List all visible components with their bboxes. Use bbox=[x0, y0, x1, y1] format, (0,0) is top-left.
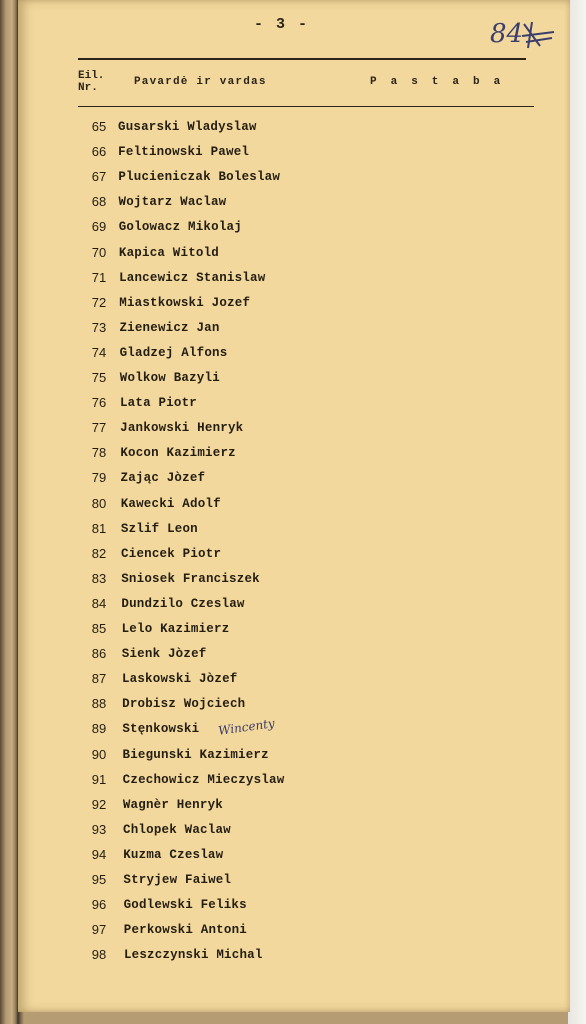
entry-number: 83 bbox=[91, 570, 107, 586]
entry-number: 77 bbox=[91, 420, 107, 436]
entry-name: Lancewicz Stanislaw bbox=[119, 270, 266, 285]
list-item bbox=[18, 369, 570, 389]
list-item bbox=[18, 168, 570, 188]
entry-number: 90 bbox=[91, 746, 107, 762]
list-item bbox=[18, 921, 570, 941]
page-number: - 3 - bbox=[254, 16, 310, 33]
list-item bbox=[18, 218, 570, 238]
entry-number: 69 bbox=[91, 219, 107, 235]
column-header-number: Eil. Nr. bbox=[78, 70, 105, 94]
entry-name: Wojtarz Waclaw bbox=[118, 195, 227, 210]
entry-number: 72 bbox=[91, 294, 107, 310]
list-item bbox=[18, 193, 570, 213]
entry-number: 67 bbox=[91, 169, 107, 185]
folio-number-text: 84 bbox=[490, 19, 524, 49]
entry-name: Sienk Jòzef bbox=[121, 647, 207, 662]
column-header-note: Pastaba bbox=[370, 76, 515, 88]
entry-name: Miastkowski Jozef bbox=[119, 295, 251, 310]
list-item bbox=[18, 545, 570, 565]
list-item bbox=[18, 595, 570, 615]
entry-number: 95 bbox=[91, 872, 107, 887]
entry-number: 91 bbox=[91, 771, 107, 787]
list-item bbox=[18, 796, 570, 816]
list-item bbox=[18, 394, 570, 414]
entry-name: Drobisz Wojciech bbox=[122, 697, 246, 712]
entry-name: Zając Jòzef bbox=[120, 471, 206, 486]
entry-name: Laskowski Jòzef bbox=[121, 672, 238, 687]
entry-name: Leszczynski Michal bbox=[123, 948, 263, 963]
entry-number: 88 bbox=[91, 696, 107, 712]
entry-name: Lelo Kazimierz bbox=[121, 622, 230, 636]
entry-number: 76 bbox=[91, 395, 107, 411]
entry-name: Chlopek Waclaw bbox=[123, 822, 231, 837]
list-item bbox=[18, 269, 570, 289]
entry-name: Kuzma Czeslaw bbox=[123, 847, 224, 862]
list-item bbox=[18, 520, 570, 540]
entry-number: 98 bbox=[91, 947, 107, 963]
entry-number: 89 bbox=[91, 721, 107, 737]
entry-name: Sniosek Franciszek bbox=[121, 571, 260, 586]
entry-name: Gladzej Alfons bbox=[119, 345, 228, 360]
entry-number: 97 bbox=[91, 922, 107, 938]
column-header-name: Pavardė ir vardas bbox=[134, 76, 267, 88]
entry-number: 96 bbox=[91, 897, 107, 913]
entry-name: Zienewicz Jan bbox=[119, 320, 220, 335]
entry-number: 70 bbox=[91, 244, 107, 260]
entry-name: Ciencek Piotr bbox=[121, 546, 222, 561]
list-item bbox=[18, 946, 570, 966]
list-item bbox=[18, 444, 570, 464]
header-rule bbox=[78, 106, 534, 107]
entry-number: 86 bbox=[91, 646, 107, 662]
entry-name: Wolkow Bazyli bbox=[119, 371, 220, 385]
entry-number: 73 bbox=[91, 319, 107, 335]
entry-number: 65 bbox=[91, 119, 107, 134]
entry-name: Jankowski Henryk bbox=[120, 421, 244, 436]
list-item bbox=[18, 846, 570, 866]
list-item bbox=[18, 821, 570, 841]
entry-name: Dundzilo Czeslaw bbox=[121, 596, 245, 611]
list-item bbox=[18, 896, 570, 916]
entry-name: Kocon Kazimierz bbox=[120, 446, 236, 461]
list-item bbox=[18, 495, 570, 515]
entry-number: 80 bbox=[91, 495, 107, 511]
entry-name: Golowacz Mikolaj bbox=[118, 220, 242, 235]
handwritten-folio-number bbox=[488, 14, 560, 54]
entry-number: 79 bbox=[91, 470, 107, 486]
list-item bbox=[18, 143, 570, 163]
entry-number: 92 bbox=[91, 796, 107, 812]
list-item bbox=[18, 771, 570, 791]
list-item bbox=[18, 645, 570, 665]
entry-name: Gusarski Wladyslaw bbox=[118, 120, 257, 134]
entry-name: Biegunski Kazimierz bbox=[122, 747, 269, 762]
entry-name: Lata Piotr bbox=[119, 396, 197, 411]
list-item bbox=[18, 871, 570, 891]
list-item bbox=[18, 244, 570, 264]
entry-number: 71 bbox=[91, 269, 107, 285]
entry-number: 68 bbox=[91, 194, 107, 210]
page-edge bbox=[568, 0, 586, 1024]
entry-name: Kawecki Adolf bbox=[120, 496, 221, 511]
entry-name: Feltinowski Pawel bbox=[118, 145, 250, 160]
folio-strikeout-mark bbox=[522, 22, 554, 48]
entry-name: Wagnèr Henryk bbox=[122, 797, 223, 812]
entry-name: Stryjew Faiwel bbox=[123, 873, 232, 887]
list-item bbox=[18, 695, 570, 715]
entry-number: 75 bbox=[91, 370, 107, 385]
entry-name: Szlif Leon bbox=[120, 521, 198, 536]
entry-name: Godlewski Feliks bbox=[123, 898, 247, 913]
entry-number: 93 bbox=[91, 821, 107, 837]
handwritten-annotation: Wincenty bbox=[217, 716, 276, 739]
list-item bbox=[18, 746, 570, 766]
entry-number: 84 bbox=[91, 595, 107, 611]
entry-number: 87 bbox=[91, 671, 107, 687]
top-rule bbox=[78, 58, 526, 60]
document-page bbox=[18, 0, 570, 1012]
entry-number: 94 bbox=[91, 846, 107, 862]
entry-number: 82 bbox=[91, 545, 107, 561]
list-item bbox=[18, 118, 570, 138]
list-item bbox=[18, 469, 570, 489]
entry-name: Stęnkowski bbox=[122, 722, 200, 737]
list-item bbox=[18, 670, 570, 690]
entry-number: 74 bbox=[91, 344, 107, 360]
entry-number: 78 bbox=[91, 445, 107, 461]
list-item bbox=[18, 419, 570, 439]
list-item bbox=[18, 620, 570, 640]
list-item bbox=[18, 716, 570, 740]
list-item bbox=[18, 570, 570, 590]
list-item bbox=[18, 319, 570, 339]
list-item bbox=[18, 344, 570, 364]
entry-name: Czechowicz Mieczyslaw bbox=[122, 772, 285, 787]
entry-number: 66 bbox=[91, 144, 107, 160]
entry-number: 81 bbox=[91, 520, 107, 536]
entry-name: Perkowski Antoni bbox=[123, 923, 247, 938]
list-item bbox=[18, 294, 570, 314]
entry-name: Plucieniczak Boleslaw bbox=[118, 170, 281, 185]
entry-number: 85 bbox=[91, 621, 107, 636]
entry-name: Kapica Witold bbox=[118, 245, 220, 260]
